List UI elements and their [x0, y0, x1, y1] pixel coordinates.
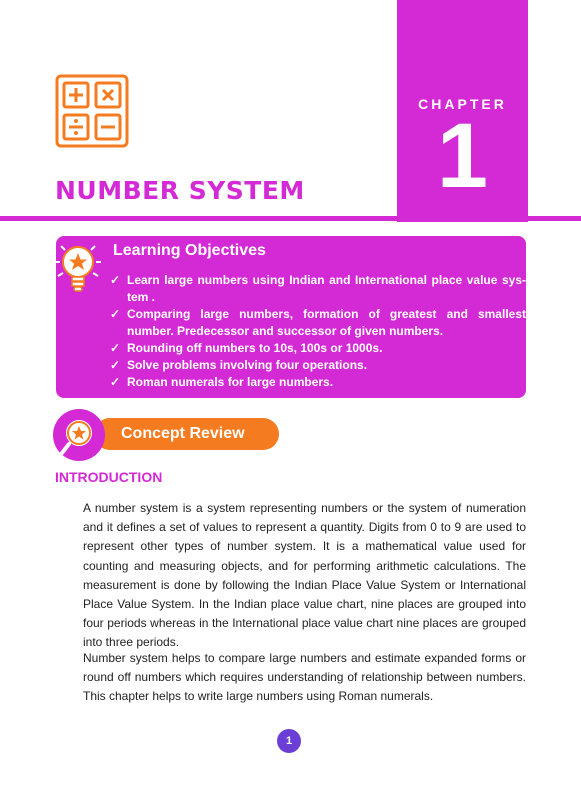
check-icon: ✓ [110, 375, 121, 389]
intro-paragraph: A number system is a system representing numbers or the system of numeration and it defines a set of values to represent a quantity. Digits from 0 to 9 are used to represent other types of number system. It is a mathematical value used for counting and measuring objects, and for performing arithmetic calculations. The measurement is done by following the Indian Place Value System or International Place Value System. In the Indian place value chart, nine places are grouped into four periods whereas in the International place value chart nine places are grouped into three periods. [83, 501, 526, 650]
chapter-panel [397, 0, 528, 222]
check-icon: ✓ [110, 273, 121, 287]
intro-paragraph: Number system helps to compare large numbers and estimate expanded forms or round off numbers which requires understanding of relationship between numbers. This chapter helps to write large numbers using Roman numerals. [83, 651, 526, 704]
list-item: ✓ Solve problems involving four operations. [110, 358, 368, 372]
calculator-icon [55, 74, 129, 148]
page-number-badge: 1 [277, 729, 301, 753]
list-item: ✓ Comparing large numbers, formation of greatest and smallest number. Predecessor and successor of given numbers. [110, 307, 526, 338]
learning-objectives-list [110, 272, 526, 391]
list-item: ✓ Roman numerals for large numbers. [110, 375, 334, 389]
learning-objectives-title: Learning Objectives [113, 242, 266, 259]
chapter-number: 1 [436, 105, 489, 207]
list-item: ✓ Learn large numbers using Indian and International place value sys- tem . [110, 273, 526, 304]
list-item: ✓ Rounding off numbers to 10s, 100s or 1000s. [110, 341, 383, 355]
check-icon: ✓ [110, 341, 121, 355]
concept-review-label: Concept Review [121, 425, 245, 442]
section-heading: INTRODUCTION [55, 469, 163, 485]
check-icon: ✓ [110, 358, 121, 372]
magnifier-star-icon [52, 408, 106, 462]
page-title: NUMBER SYSTEM [55, 176, 305, 205]
check-icon: ✓ [110, 307, 121, 321]
lightbulb-icon [53, 240, 103, 296]
title-divider [0, 216, 581, 221]
chapter-label: CHAPTER [418, 96, 507, 112]
